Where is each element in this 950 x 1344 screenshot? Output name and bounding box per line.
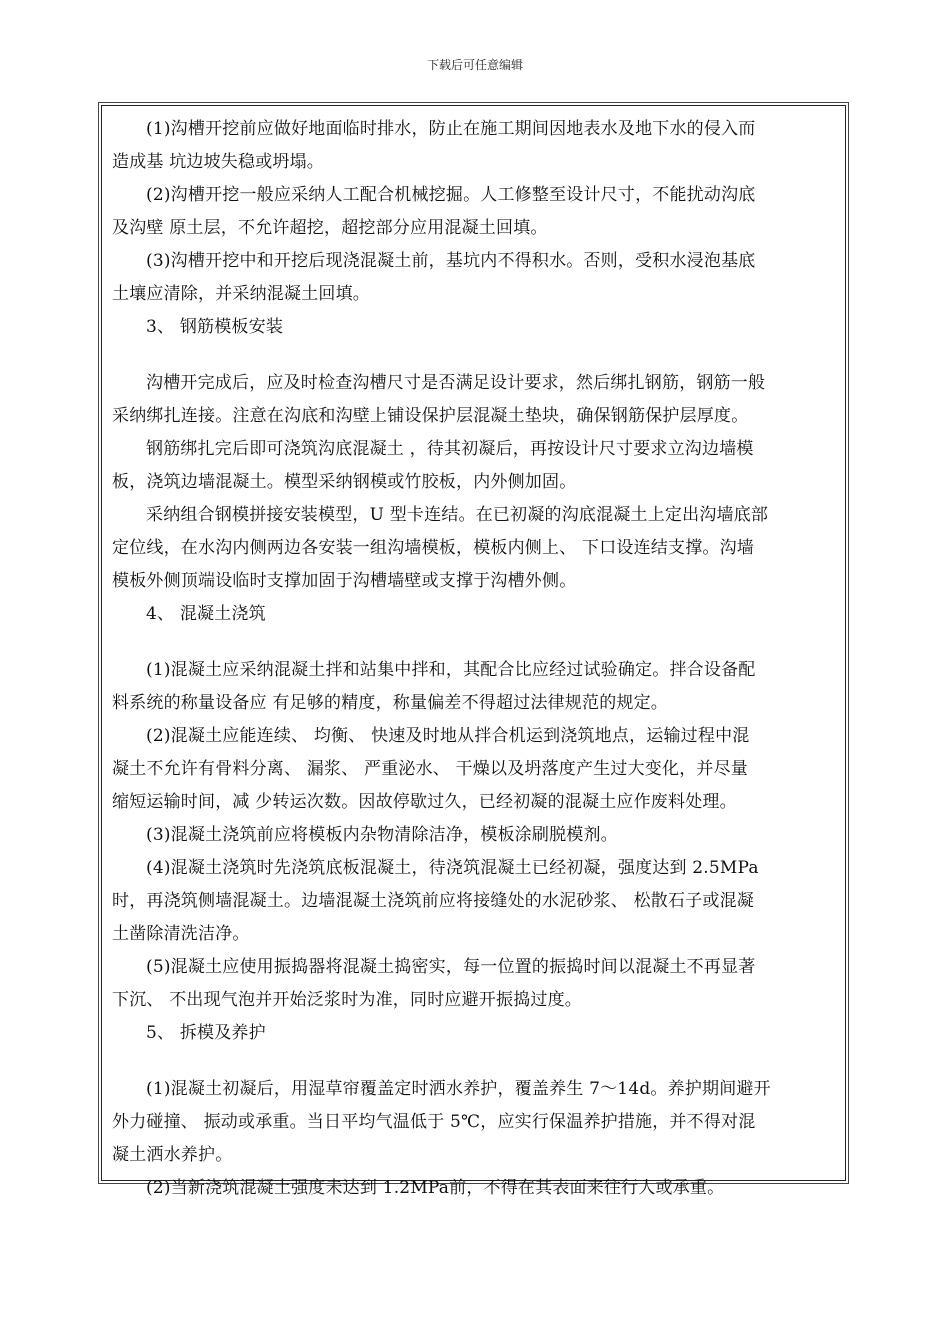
page-header: 下载后可任意编辑 [426,58,523,72]
text-line: 时，再浇筑侧墙混凝土。边墙混凝土浇筑前应将接缝处的水泥砂浆、 松散石子或混凝 [112,891,755,911]
text-line: 下沉、 不出现气泡并开始泛浆时为准，同时应避开振捣过度。 [112,990,583,1010]
text-line: (1)沟槽开挖前应做好地面临时排水，防止在施工期间因地表水及地下水的侵入而 [146,119,756,139]
text-line: 板，浇筑边墙混凝土。模型采纳钢模或竹胶板，内外侧加固。 [112,472,577,492]
text-line: 造成基 坑边坡失稳或坍塌。 [112,152,325,172]
text-line: 模板外侧顶端设临时支撑加固于沟槽墙壁或支撑于沟槽外侧。 [112,571,577,591]
text-line: 缩短运输时间，减 少转运次数。因故停歇过久，已经初凝的混凝土应作废料处理。 [112,792,737,812]
section-gap [112,344,836,367]
text-line: 土壤应清除，并采纳混凝土回填。 [112,284,370,304]
text-line: 采纳组合钢模拼接安装模型，U 型卡连结。在已初凝的沟底混凝土上定出沟墙底部 [146,505,769,525]
text-line: 5、 拆模及养护 [146,1023,266,1043]
text-line: 4、 混凝土浇筑 [146,604,266,624]
document-body [112,113,836,1205]
text-line: (4)混凝土浇筑时先浇筑底板混凝土，待浇筑混凝土已经初凝，强度达到 2.5MPa [146,858,759,878]
text-line: 凝土不允许有骨料分离、 漏浆、 严重泌水、 干燥以及坍落度产生过大变化，并尽量 [112,759,749,779]
text-line: 沟槽开完成后，应及时检查沟槽尺寸是否满足设计要求，然后绑扎钢筋，钢筋一般 [146,373,766,393]
text-line: (3)沟槽开挖中和开挖后现浇混凝土前，基坑内不得积水。否则，受积水浸泡基底 [146,251,756,271]
text-line: 外力碰撞、 振动或承重。当日平均气温低于 5℃，应实行保温养护措施，并不得对混 [112,1112,756,1132]
text-line: 3、 钢筋模板安装 [146,317,284,337]
text-line: 钢筋绑扎完后即可浇筑沟底混凝土 ，待其初凝后，再按设计尺寸要求立沟边墙模 [146,439,754,459]
text-line: (3)混凝土浇筑前应将模板内杂物清除洁净，模板涂刷脱模剂。 [146,825,618,845]
text-line: 料系统的称量设备应 有足够的精度，称量偏差不得超过法律规范的规定。 [112,693,669,713]
text-line: 土凿除清洗洁净。 [112,924,250,944]
text-line: (2)当新浇筑混凝土强度未达到 1.2MPa前，不得在其表面来往行人或承重。 [146,1178,725,1198]
text-line: (5)混凝土应使用振捣器将混凝土捣密实，每一位置的振捣时间以混凝土不再显著 [146,957,756,977]
text-line: (2)沟槽开挖一般应采纳人工配合机械挖掘。人工修整至设计尺寸，不能扰动沟底 [146,185,756,205]
section-gap [112,1050,836,1073]
text-line: 及沟壁 原土层，不允许超挖，超挖部分应用混凝土回填。 [112,218,548,238]
text-line: (1)混凝土应采纳混凝土拌和站集中拌和，其配合比应经过试验确定。拌合设备配 [146,660,756,680]
text-line: 采纳绑扎连接。注意在沟底和沟壁上铺设保护层混凝土垫块，确保钢筋保护层厚度。 [112,406,749,426]
text-line: (2)混凝土应能连续、 均衡、 快速及时地从拌合机运到浇筑地点，运输过程中混 [146,726,750,746]
section-gap [112,631,836,654]
text-line: (1)混凝土初凝后，用湿草帘覆盖定时洒水养护，覆盖养生 7～14d。养护期间避开 [146,1079,771,1099]
text-line: 凝土洒水养护。 [112,1145,233,1165]
text-line: 定位线，在水沟内侧两边各安装一组沟墙模板，模板内侧上、 下口设连结支撑。沟墙 [112,538,755,558]
